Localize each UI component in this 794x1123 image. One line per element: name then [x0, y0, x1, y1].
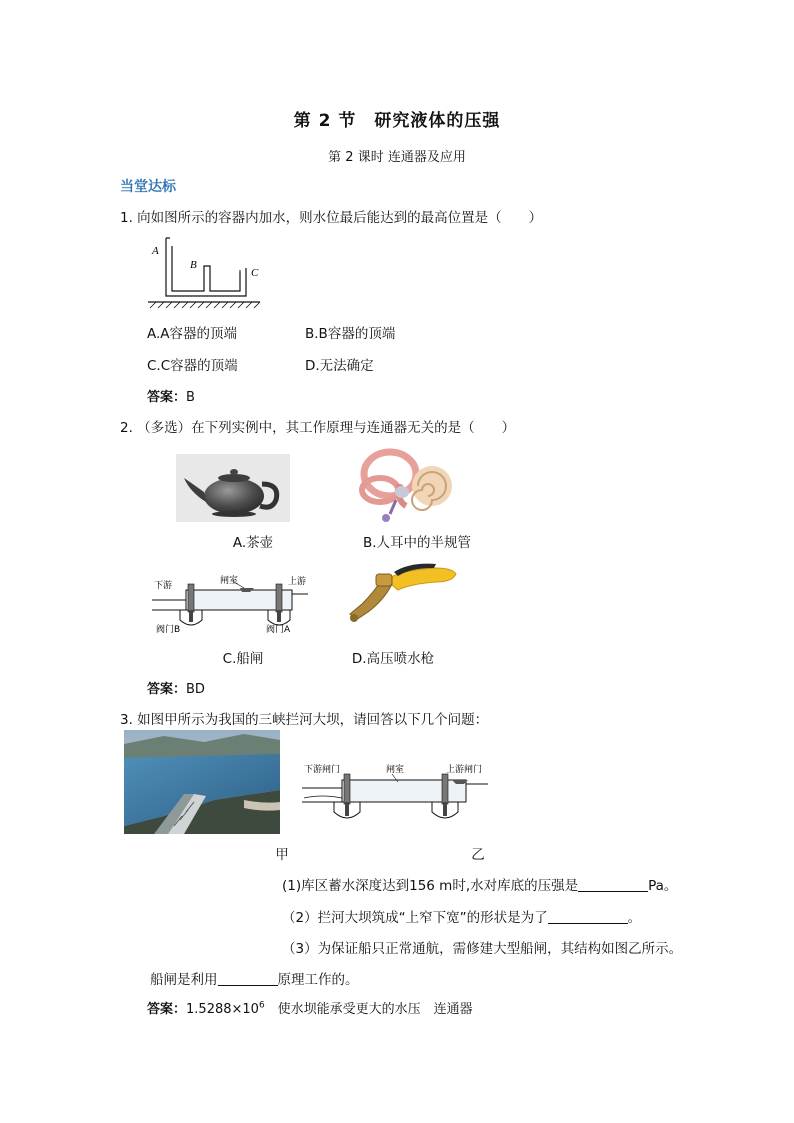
label-a: A [152, 245, 159, 257]
q3-part-1: (1)库区蓄水深度达到156 m时,水对库底的压强是 Pa。 [282, 878, 678, 894]
label-downstream-gate: 下游闸门 [304, 765, 341, 775]
q3-answer: 答案：$1.5288\times 10^6$ 使水坝能承受更大的水压 连通器 [147, 1000, 473, 1017]
caption-jia: 甲 [275, 847, 289, 863]
q3-part-4: 船闸是利用 原理工作的。 [150, 972, 359, 988]
label-b: B [190, 259, 197, 271]
label-valve-b: 阀门B [156, 625, 181, 635]
q1-option-b: B.B容器的顶端 [305, 326, 396, 342]
teapot-image [176, 454, 290, 522]
question-3-stem: 3. 如图甲所示为我国的三峡拦河大坝，请回答以下几个问题： [120, 712, 489, 728]
blank-3 [218, 971, 278, 986]
label-lock-chamber: 闸室 [220, 576, 239, 586]
q3-part-2: （2）拦河大坝筑成“上窄下宽”的形状是为了 。 [282, 910, 642, 926]
q2-answer: 答案：BD [147, 682, 205, 697]
blank-2 [548, 909, 628, 924]
blank-1 [578, 877, 648, 892]
page-subtitle: 第 2 课时 连通器及应用 [328, 150, 466, 165]
q1-option-c: C.C容器的顶端 [147, 358, 238, 374]
ship-lock-diagram [152, 574, 308, 636]
connected-vessels-figure [146, 236, 262, 310]
water-gun-image [340, 560, 460, 624]
section-heading: 当堂达标 [120, 179, 176, 195]
label-upstream-gate: 上游闸门 [446, 765, 483, 775]
q2-caption-d: D.高压喷水枪 [351, 651, 435, 667]
caption-yi: 乙 [471, 847, 485, 863]
three-gorges-dam-photo [124, 730, 280, 834]
page-title: 第 2 节 研究液体的压强 [293, 111, 501, 131]
label-downstream: 下游 [154, 581, 173, 591]
label-c: C [251, 267, 259, 279]
ship-lock-structure-diagram [302, 758, 488, 828]
question-1-stem: 1. 向如图所示的容器内加水，则水位最后能达到的最高位置是（ ） [120, 210, 543, 226]
label-upstream: 上游 [288, 577, 307, 587]
q3-part-3: （3）为保证船只正常通航，需修建大型船闸，其结构如图乙所示。 [282, 941, 683, 957]
q2-caption-c: C.船闸 [222, 651, 264, 667]
q1-option-a: A.A容器的顶端 [147, 326, 238, 342]
q1-option-d: D.无法确定 [305, 358, 374, 374]
q2-caption-a: A.茶壶 [232, 535, 274, 551]
label-valve-a: 阀门A [266, 625, 291, 635]
q2-caption-b: B.人耳中的半规管 [362, 535, 472, 551]
label-lock-chamber: 闸室 [386, 765, 405, 775]
inner-ear-image [350, 444, 464, 526]
question-2-stem: 2. （多选）在下列实例中，其工作原理与连通器无关的是（ ） [120, 420, 516, 436]
q1-answer: 答案：B [147, 390, 195, 405]
